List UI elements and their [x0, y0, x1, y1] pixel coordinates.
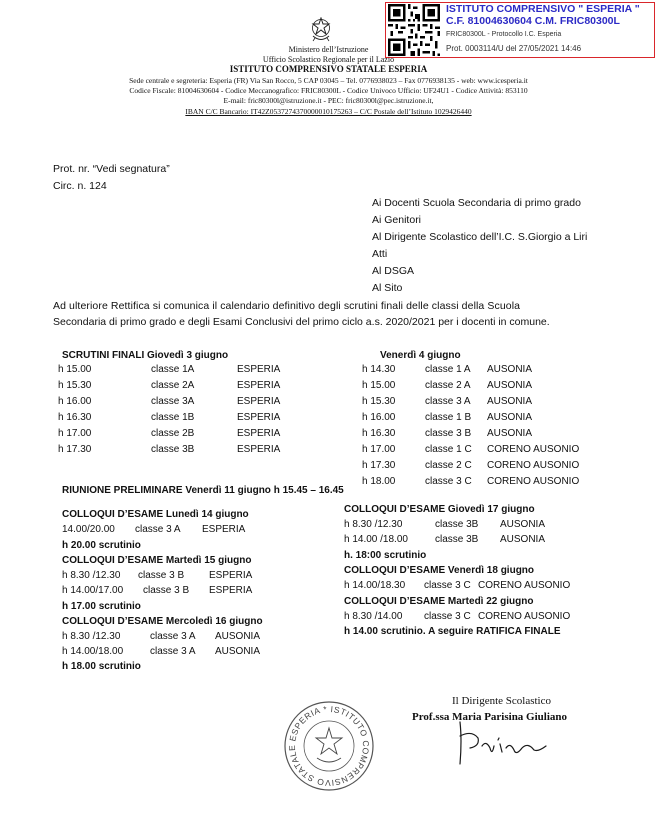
- colloqui-location: ESPERIA: [202, 524, 246, 535]
- intro-line-2: Secondaria di primo grado e degli Esami Conclusivi del primo ciclo a.s. 2020/2021 per i docenti in comune.: [53, 316, 550, 328]
- colloqui-time: h 14.00 /18.00: [344, 534, 408, 545]
- table-cell-class: classe 1B: [151, 412, 195, 423]
- letterhead-office: Ufficio Scolastico Regionale per il Lazio: [262, 55, 395, 64]
- signature-name: Prof.ssa Maria Parisina Giuliano: [412, 711, 568, 723]
- colloqui-time: h 14.00/18.00: [62, 646, 124, 657]
- colloqui-class: classe 3 C: [424, 611, 471, 622]
- table-cell-time: h 17.30: [362, 460, 396, 471]
- colloqui-location: AUSONIA: [215, 631, 261, 642]
- stamp-school-name: ISTITUTO COMPRENSIVO " ESPERIA ": [446, 3, 640, 15]
- colloqui-scrutinio: h. 18:00 scrutinio: [344, 550, 427, 561]
- table-cell-location: ESPERIA: [237, 444, 281, 455]
- table-cell-time: h 16.30: [362, 428, 396, 439]
- letterhead-email: E-mail: fric80300l@istruzione.it - PEC: fric80300l@pec.istruzione.it,: [223, 96, 434, 105]
- table-cell-class: classe 1 A: [425, 364, 471, 375]
- colloqui-scrutinio: h 14.00 scrutinio. A seguire RATIFICA FINALE: [344, 626, 561, 637]
- table-cell-time: h 14.30: [362, 364, 396, 375]
- recipient-item: Al DSGA: [372, 265, 415, 277]
- colloqui-location: CORENO AUSONIO: [478, 611, 571, 622]
- table-cell-location: AUSONIA: [487, 428, 533, 439]
- stamp-protocol-number: Prot. 0003114/U del 27/05/2021 14:46: [446, 44, 582, 53]
- table-cell-location: AUSONIA: [487, 380, 533, 391]
- table-cell-location: ESPERIA: [237, 412, 281, 423]
- table-cell-time: h 17.30: [58, 444, 92, 455]
- table-cell-location: AUSONIA: [487, 396, 533, 407]
- colloqui-scrutinio: h 20.00 scrutinio: [62, 540, 141, 551]
- table-cell-location: ESPERIA: [237, 364, 281, 375]
- colloqui-location: ESPERIA: [209, 570, 253, 581]
- table-cell-location: AUSONIA: [487, 364, 533, 375]
- colloqui-scrutinio: h 17.00 scrutinio: [62, 601, 141, 612]
- table-cell-location: ESPERIA: [237, 396, 281, 407]
- colloqui-scrutinio: h 18.00 scrutinio: [62, 661, 141, 672]
- table-cell-time: h 18.00: [362, 476, 396, 487]
- table-cell-class: classe 2B: [151, 428, 195, 439]
- intro-line-1: Ad ulteriore Rettifica si comunica il calendario definitivo degli scrutini finali delle classi della Scuola: [53, 300, 521, 312]
- table-cell-class: classe 2 C: [425, 460, 472, 471]
- recipient-item: Ai Docenti Scuola Secondaria di primo grado: [372, 197, 581, 209]
- table-cell-class: classe 3 A: [425, 396, 471, 407]
- table-cell-class: classe 1 C: [425, 444, 472, 455]
- colloqui-title: COLLOQUI D’ESAME Lunedì 14 giugno: [62, 509, 249, 520]
- school-seal-icon: [283, 700, 375, 792]
- colloqui-location: AUSONIA: [500, 519, 546, 530]
- table-cell-class: classe 2A: [151, 380, 195, 391]
- table-cell-time: h 16.00: [362, 412, 396, 423]
- table-cell-class: classe 3B: [151, 444, 195, 455]
- letterhead-codes: Codice Fiscale: 81004630604 - Codice Meccanografico: FRIC80300L - Codice Univoco Ufficio: UF24U1 - Codice Attività: 853110: [129, 86, 528, 95]
- recipient-item: Al Sito: [372, 282, 403, 294]
- table-cell-time: h 15.30: [362, 396, 396, 407]
- table-cell-location: CORENO AUSONIO: [487, 460, 580, 471]
- colloqui-time: h 8.30 /12.30: [344, 519, 403, 530]
- colloqui-class: classe 3 A: [150, 646, 196, 657]
- table-cell-location: ESPERIA: [237, 428, 281, 439]
- stamp-tax-codes: C.F. 81004630604 C.M. FRIC80300L: [446, 15, 620, 27]
- table-cell-class: classe 3 B: [425, 428, 472, 439]
- table-cell-time: h 16.30: [58, 412, 92, 423]
- handwritten-signature: [452, 716, 562, 776]
- recipient-item: Ai Genitori: [372, 214, 422, 226]
- letterhead-iban-text: IBAN C/C Bancario: IT42Z0537274370000010175263 – C/C Postale dell’Istituto 1029426440: [185, 107, 472, 116]
- colloqui-class: classe 3 B: [138, 570, 185, 581]
- colloqui-location: CORENO AUSONIO: [478, 580, 571, 591]
- colloqui-title: COLLOQUI D’ESAME Giovedì 17 giugno: [344, 504, 535, 515]
- table-cell-class: classe 1A: [151, 364, 195, 375]
- colloqui-time: h 8.30 /14.00: [344, 611, 403, 622]
- circular-number: Circ. n. 124: [53, 180, 107, 192]
- table-cell-location: AUSONIA: [487, 412, 533, 423]
- colloqui-time: h 8.30 /12.30: [62, 570, 121, 581]
- colloqui-title: COLLOQUI D’ESAME Mercoledì 16 giugno: [62, 616, 263, 627]
- colloqui-class: classe 3B: [435, 519, 479, 530]
- protocol-number: Prot. nr. “Vedi segnatura”: [53, 163, 170, 175]
- letterhead-address: Sede centrale e segreteria: Esperia (FR) Via San Rocco, 5 CAP 03045 – Tel. 0776938023 – Fax 0776938135 - web: www.icesperia.it: [129, 76, 528, 85]
- colloqui-location: AUSONIA: [500, 534, 546, 545]
- table-cell-class: classe 3 C: [425, 476, 472, 487]
- colloqui-class: classe 3B: [435, 534, 479, 545]
- colloqui-title: COLLOQUI D’ESAME Martedì 15 giugno: [62, 555, 252, 566]
- table-cell-time: h 15.30: [58, 380, 92, 391]
- colloqui-class: classe 3 A: [150, 631, 196, 642]
- colloqui-time: h 14.00/18.30: [344, 580, 406, 591]
- scrutini-left-title: SCRUTINI FINALI Giovedì 3 giugno: [62, 350, 229, 361]
- letterhead-ministry: Ministero dell’Istruzione: [288, 45, 369, 54]
- colloqui-class: classe 3 A: [135, 524, 181, 535]
- table-cell-time: h 15.00: [58, 364, 92, 375]
- colloqui-time: h 14.00/17.00: [62, 585, 124, 596]
- colloqui-location: ESPERIA: [209, 585, 253, 596]
- table-cell-class: classe 3A: [151, 396, 195, 407]
- table-cell-time: h 17.00: [58, 428, 92, 439]
- colloqui-class: classe 3 B: [143, 585, 190, 596]
- colloqui-title: COLLOQUI D’ESAME Martedì 22 giugno: [344, 596, 534, 607]
- seal-text: ESPERIA * ISTITUTO COMPRENSIVO STATALE: [286, 703, 372, 789]
- table-cell-location: CORENO AUSONIO: [487, 476, 580, 487]
- recipient-item: Atti: [372, 248, 388, 260]
- signature-role: Il Dirigente Scolastico: [452, 695, 551, 707]
- colloqui-time: 14.00/20.00: [62, 524, 115, 535]
- table-cell-class: classe 1 B: [425, 412, 472, 423]
- table-cell-time: h 16.00: [58, 396, 92, 407]
- colloqui-class: classe 3 C: [424, 580, 471, 591]
- republic-emblem-icon: [310, 17, 332, 43]
- table-cell-location: ESPERIA: [237, 380, 281, 391]
- scrutini-right-title: Venerdì 4 giugno: [380, 350, 461, 361]
- recipient-item: Al Dirigente Scolastico dell’I.C. S.Giorgio a Liri: [372, 231, 588, 243]
- stamp-protocol-register: FRIC80300L - Protocollo I.C. Esperia: [446, 31, 562, 38]
- colloqui-time: h 8.30 /12.30: [62, 631, 121, 642]
- table-cell-location: CORENO AUSONIO: [487, 444, 580, 455]
- colloqui-title: COLLOQUI D’ESAME Venerdì 18 giugno: [344, 565, 535, 576]
- table-cell-time: h 17.00: [362, 444, 396, 455]
- table-cell-time: h 15.00: [362, 380, 396, 391]
- table-cell-class: classe 2 A: [425, 380, 471, 391]
- letterhead-iban: [0, 107, 657, 116]
- letterhead-school: ISTITUTO COMPRENSIVO STATALE ESPERIA: [229, 64, 428, 74]
- colloqui-location: AUSONIA: [215, 646, 261, 657]
- riunione-preliminare: RIUNIONE PRELIMINARE Venerdì 11 giugno h 15.45 – 16.45: [62, 485, 344, 496]
